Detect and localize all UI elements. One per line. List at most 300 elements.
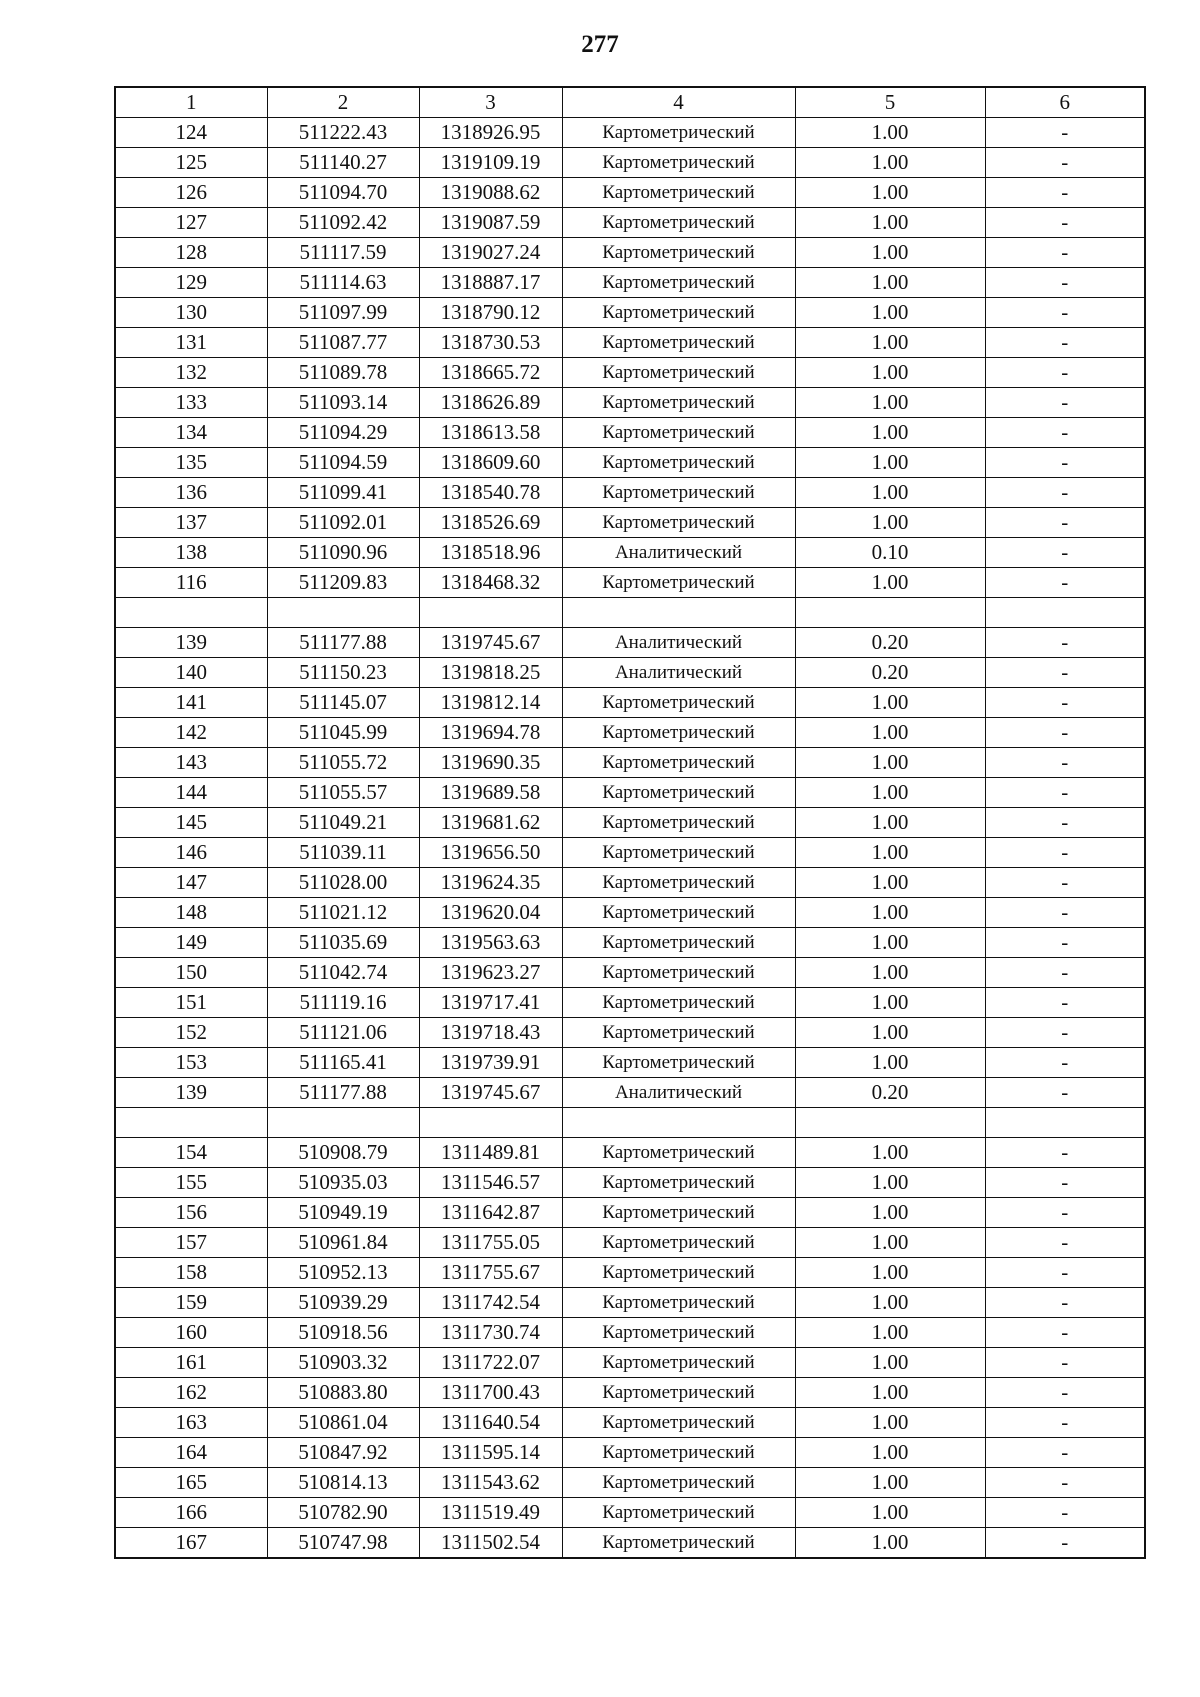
cell-accuracy	[795, 598, 985, 628]
cell-y-coordinate: 1311640.54	[419, 1408, 562, 1438]
cell-x-coordinate: 511097.99	[267, 298, 419, 328]
cell-description: -	[985, 1438, 1145, 1468]
cell-x-coordinate: 511114.63	[267, 268, 419, 298]
cell-description: -	[985, 838, 1145, 868]
cell-method: Картометрический	[562, 778, 795, 808]
cell-description: -	[985, 1048, 1145, 1078]
cell-y-coordinate: 1318926.95	[419, 118, 562, 148]
cell-method: Картометрический	[562, 748, 795, 778]
cell-description: -	[985, 298, 1145, 328]
cell-x-coordinate: 511055.57	[267, 778, 419, 808]
cell-accuracy: 1.00	[795, 118, 985, 148]
cell-accuracy: 1.00	[795, 178, 985, 208]
cell-accuracy: 0.20	[795, 658, 985, 688]
cell-x-coordinate: 510814.13	[267, 1468, 419, 1498]
cell-accuracy: 0.10	[795, 538, 985, 568]
cell-description: -	[985, 898, 1145, 928]
table-row	[115, 598, 1145, 628]
table-row	[115, 868, 1145, 898]
table-row	[115, 1438, 1145, 1468]
table-row	[115, 1168, 1145, 1198]
cell-method: Картометрический	[562, 508, 795, 538]
cell-method: Картометрический	[562, 838, 795, 868]
cell-y-coordinate: 1319624.35	[419, 868, 562, 898]
table-row	[115, 1018, 1145, 1048]
cell-accuracy: 1.00	[795, 778, 985, 808]
cell-description: -	[985, 148, 1145, 178]
cell-x-coordinate: 511055.72	[267, 748, 419, 778]
cell-description: -	[985, 1498, 1145, 1528]
cell-point-number: 158	[115, 1258, 267, 1288]
cell-method: Картометрический	[562, 1198, 795, 1228]
cell-y-coordinate: 1319689.58	[419, 778, 562, 808]
table-row	[115, 688, 1145, 718]
table-row	[115, 268, 1145, 298]
cell-method: Картометрический	[562, 328, 795, 358]
cell-y-coordinate: 1311519.49	[419, 1498, 562, 1528]
cell-point-number: 145	[115, 808, 267, 838]
table-row	[115, 1048, 1145, 1078]
cell-point-number: 137	[115, 508, 267, 538]
cell-y-coordinate: 1311546.57	[419, 1168, 562, 1198]
cell-y-coordinate: 1318609.60	[419, 448, 562, 478]
column-header-method: 4	[562, 87, 795, 118]
cell-y-coordinate: 1319623.27	[419, 958, 562, 988]
cell-x-coordinate: 511090.96	[267, 538, 419, 568]
cell-x-coordinate: 510908.79	[267, 1138, 419, 1168]
cell-accuracy: 1.00	[795, 208, 985, 238]
cell-x-coordinate: 511087.77	[267, 328, 419, 358]
cell-x-coordinate: 511209.83	[267, 568, 419, 598]
cell-accuracy: 1.00	[795, 1408, 985, 1438]
cell-accuracy: 1.00	[795, 1378, 985, 1408]
table-row	[115, 1198, 1145, 1228]
cell-method: Картометрический	[562, 178, 795, 208]
cell-point-number: 156	[115, 1198, 267, 1228]
cell-point-number: 116	[115, 568, 267, 598]
cell-accuracy: 1.00	[795, 958, 985, 988]
cell-description: -	[985, 658, 1145, 688]
cell-accuracy: 1.00	[795, 928, 985, 958]
column-header-accuracy: 5	[795, 87, 985, 118]
cell-y-coordinate: 1319812.14	[419, 688, 562, 718]
cell-point-number: 127	[115, 208, 267, 238]
table-row	[115, 1498, 1145, 1528]
cell-y-coordinate: 1319718.43	[419, 1018, 562, 1048]
cell-accuracy: 1.00	[795, 238, 985, 268]
cell-accuracy: 1.00	[795, 1438, 985, 1468]
table-row	[115, 118, 1145, 148]
table-row	[115, 478, 1145, 508]
table-row	[115, 838, 1145, 868]
cell-description: -	[985, 178, 1145, 208]
cell-description: -	[985, 1258, 1145, 1288]
cell-point-number: 124	[115, 118, 267, 148]
cell-description: -	[985, 208, 1145, 238]
cell-y-coordinate: 1318540.78	[419, 478, 562, 508]
cell-accuracy: 1.00	[795, 388, 985, 418]
cell-method: Картометрический	[562, 1318, 795, 1348]
cell-point-number: 150	[115, 958, 267, 988]
cell-description: -	[985, 808, 1145, 838]
cell-method: Картометрический	[562, 388, 795, 418]
column-header-y-coordinate: 3	[419, 87, 562, 118]
cell-description: -	[985, 628, 1145, 658]
cell-method: Картометрический	[562, 478, 795, 508]
cell-description: -	[985, 268, 1145, 298]
header-row	[115, 87, 1145, 118]
cell-method: Картометрический	[562, 868, 795, 898]
cell-point-number: 136	[115, 478, 267, 508]
table-row	[115, 928, 1145, 958]
cell-y-coordinate: 1318518.96	[419, 538, 562, 568]
cell-point-number: 141	[115, 688, 267, 718]
cell-x-coordinate: 511094.29	[267, 418, 419, 448]
cell-point-number: 148	[115, 898, 267, 928]
cell-x-coordinate: 511042.74	[267, 958, 419, 988]
cell-point-number: 130	[115, 298, 267, 328]
cell-y-coordinate: 1318790.12	[419, 298, 562, 328]
cell-x-coordinate: 511045.99	[267, 718, 419, 748]
cell-x-coordinate: 510918.56	[267, 1318, 419, 1348]
cell-point-number: 164	[115, 1438, 267, 1468]
cell-x-coordinate: 511140.27	[267, 148, 419, 178]
cell-y-coordinate: 1319027.24	[419, 238, 562, 268]
cell-accuracy: 1.00	[795, 508, 985, 538]
cell-description: -	[985, 928, 1145, 958]
cell-description: -	[985, 1228, 1145, 1258]
cell-description: -	[985, 1198, 1145, 1228]
cell-point-number: 155	[115, 1168, 267, 1198]
cell-x-coordinate: 510782.90	[267, 1498, 419, 1528]
cell-method: Картометрический	[562, 808, 795, 838]
cell-x-coordinate: 510939.29	[267, 1288, 419, 1318]
cell-point-number: 129	[115, 268, 267, 298]
cell-description: -	[985, 958, 1145, 988]
cell-y-coordinate: 1318468.32	[419, 568, 562, 598]
table-row	[115, 568, 1145, 598]
cell-description: -	[985, 1408, 1145, 1438]
table-row	[115, 748, 1145, 778]
cell-y-coordinate	[419, 1108, 562, 1138]
cell-point-number: 132	[115, 358, 267, 388]
cell-x-coordinate: 511222.43	[267, 118, 419, 148]
cell-y-coordinate: 1318626.89	[419, 388, 562, 418]
cell-x-coordinate: 511093.14	[267, 388, 419, 418]
table-row	[115, 1468, 1145, 1498]
cell-method: Картометрический	[562, 1048, 795, 1078]
cell-x-coordinate: 510949.19	[267, 1198, 419, 1228]
cell-description: -	[985, 688, 1145, 718]
cell-accuracy: 1.00	[795, 898, 985, 928]
cell-method: Картометрический	[562, 1468, 795, 1498]
cell-point-number: 159	[115, 1288, 267, 1318]
cell-y-coordinate: 1311755.05	[419, 1228, 562, 1258]
cell-point-number: 147	[115, 868, 267, 898]
cell-y-coordinate: 1319745.67	[419, 1078, 562, 1108]
cell-method	[562, 598, 795, 628]
cell-y-coordinate: 1318665.72	[419, 358, 562, 388]
cell-y-coordinate: 1319690.35	[419, 748, 562, 778]
cell-description: -	[985, 1168, 1145, 1198]
cell-method: Аналитический	[562, 538, 795, 568]
table-row	[115, 628, 1145, 658]
cell-description: -	[985, 508, 1145, 538]
cell-accuracy: 1.00	[795, 1168, 985, 1198]
cell-accuracy: 1.00	[795, 568, 985, 598]
cell-description: -	[985, 1318, 1145, 1348]
cell-point-number	[115, 598, 267, 628]
cell-point-number: 165	[115, 1468, 267, 1498]
cell-accuracy: 0.20	[795, 628, 985, 658]
cell-method: Картометрический	[562, 688, 795, 718]
cell-method: Картометрический	[562, 718, 795, 748]
cell-y-coordinate: 1319087.59	[419, 208, 562, 238]
cell-method: Картометрический	[562, 1018, 795, 1048]
cell-accuracy: 1.00	[795, 268, 985, 298]
cell-method: Аналитический	[562, 628, 795, 658]
cell-y-coordinate: 1311642.87	[419, 1198, 562, 1228]
cell-method: Картометрический	[562, 898, 795, 928]
table-row	[115, 448, 1145, 478]
cell-x-coordinate: 510903.32	[267, 1348, 419, 1378]
cell-method: Картометрический	[562, 1168, 795, 1198]
cell-description: -	[985, 1078, 1145, 1108]
cell-y-coordinate: 1319563.63	[419, 928, 562, 958]
cell-point-number: 167	[115, 1528, 267, 1559]
cell-description: -	[985, 238, 1145, 268]
table-row	[115, 178, 1145, 208]
cell-description	[985, 598, 1145, 628]
cell-point-number: 152	[115, 1018, 267, 1048]
cell-method: Картометрический	[562, 208, 795, 238]
cell-y-coordinate: 1318526.69	[419, 508, 562, 538]
cell-accuracy: 1.00	[795, 1138, 985, 1168]
cell-x-coordinate: 511099.41	[267, 478, 419, 508]
cell-description: -	[985, 568, 1145, 598]
cell-x-coordinate: 511049.21	[267, 808, 419, 838]
cell-point-number: 153	[115, 1048, 267, 1078]
cell-y-coordinate: 1319694.78	[419, 718, 562, 748]
cell-point-number: 149	[115, 928, 267, 958]
cell-accuracy: 1.00	[795, 718, 985, 748]
cell-y-coordinate: 1319656.50	[419, 838, 562, 868]
cell-accuracy	[795, 1108, 985, 1138]
cell-point-number	[115, 1108, 267, 1138]
table-header	[115, 87, 1145, 118]
table-row	[115, 208, 1145, 238]
cell-accuracy: 1.00	[795, 1318, 985, 1348]
cell-description: -	[985, 1348, 1145, 1378]
cell-description	[985, 1108, 1145, 1138]
cell-point-number: 166	[115, 1498, 267, 1528]
table-row	[115, 358, 1145, 388]
cell-y-coordinate: 1311489.81	[419, 1138, 562, 1168]
cell-description: -	[985, 868, 1145, 898]
cell-accuracy: 1.00	[795, 298, 985, 328]
cell-method: Картометрический	[562, 148, 795, 178]
table-row	[115, 1078, 1145, 1108]
table-row	[115, 1228, 1145, 1258]
cell-point-number: 133	[115, 388, 267, 418]
table-body	[115, 118, 1145, 1559]
cell-x-coordinate: 511092.01	[267, 508, 419, 538]
cell-description: -	[985, 1378, 1145, 1408]
cell-y-coordinate: 1319717.41	[419, 988, 562, 1018]
cell-y-coordinate: 1311502.54	[419, 1528, 562, 1559]
cell-y-coordinate: 1319739.91	[419, 1048, 562, 1078]
cell-description: -	[985, 718, 1145, 748]
cell-description: -	[985, 1018, 1145, 1048]
cell-description: -	[985, 328, 1145, 358]
cell-accuracy: 1.00	[795, 1228, 985, 1258]
cell-x-coordinate: 510847.92	[267, 1438, 419, 1468]
cell-y-coordinate	[419, 598, 562, 628]
cell-method: Картометрический	[562, 958, 795, 988]
table-row	[115, 418, 1145, 448]
cell-x-coordinate: 511021.12	[267, 898, 419, 928]
cell-accuracy: 1.00	[795, 1198, 985, 1228]
cell-method: Картометрический	[562, 1498, 795, 1528]
cell-y-coordinate: 1311595.14	[419, 1438, 562, 1468]
cell-method: Аналитический	[562, 1078, 795, 1108]
cell-x-coordinate: 510747.98	[267, 1528, 419, 1559]
table-row	[115, 388, 1145, 418]
cell-accuracy: 1.00	[795, 688, 985, 718]
cell-x-coordinate: 511117.59	[267, 238, 419, 268]
cell-accuracy: 1.00	[795, 418, 985, 448]
cell-method: Картометрический	[562, 1528, 795, 1559]
table-row	[115, 958, 1145, 988]
cell-point-number: 143	[115, 748, 267, 778]
cell-accuracy: 1.00	[795, 868, 985, 898]
cell-x-coordinate: 511150.23	[267, 658, 419, 688]
cell-x-coordinate: 510883.80	[267, 1378, 419, 1408]
cell-accuracy: 1.00	[795, 448, 985, 478]
cell-description: -	[985, 418, 1145, 448]
cell-accuracy: 0.20	[795, 1078, 985, 1108]
cell-point-number: 131	[115, 328, 267, 358]
cell-x-coordinate	[267, 1108, 419, 1138]
cell-method: Картометрический	[562, 1378, 795, 1408]
cell-accuracy: 1.00	[795, 808, 985, 838]
cell-point-number: 157	[115, 1228, 267, 1258]
cell-point-number: 162	[115, 1378, 267, 1408]
table-row	[115, 1108, 1145, 1138]
cell-y-coordinate: 1311755.67	[419, 1258, 562, 1288]
table-row	[115, 1408, 1145, 1438]
cell-y-coordinate: 1319620.04	[419, 898, 562, 928]
cell-method: Картометрический	[562, 1438, 795, 1468]
table-row	[115, 1348, 1145, 1378]
coordinates-table	[114, 86, 1146, 1559]
cell-x-coordinate	[267, 598, 419, 628]
cell-point-number: 151	[115, 988, 267, 1018]
table-row	[115, 1258, 1145, 1288]
cell-method	[562, 1108, 795, 1138]
cell-point-number: 144	[115, 778, 267, 808]
cell-accuracy: 1.00	[795, 1018, 985, 1048]
cell-description: -	[985, 478, 1145, 508]
cell-method: Картометрический	[562, 448, 795, 478]
cell-accuracy: 1.00	[795, 1528, 985, 1559]
cell-method: Картометрический	[562, 268, 795, 298]
table-row	[115, 898, 1145, 928]
column-header-x-coordinate: 2	[267, 87, 419, 118]
cell-method: Аналитический	[562, 658, 795, 688]
cell-accuracy: 1.00	[795, 478, 985, 508]
cell-description: -	[985, 748, 1145, 778]
cell-point-number: 134	[115, 418, 267, 448]
cell-method: Картометрический	[562, 238, 795, 268]
table-row	[115, 238, 1145, 268]
cell-x-coordinate: 510861.04	[267, 1408, 419, 1438]
table-row	[115, 778, 1145, 808]
cell-x-coordinate: 510952.13	[267, 1258, 419, 1288]
cell-accuracy: 1.00	[795, 1258, 985, 1288]
cell-point-number: 161	[115, 1348, 267, 1378]
cell-accuracy: 1.00	[795, 328, 985, 358]
cell-x-coordinate: 511039.11	[267, 838, 419, 868]
cell-point-number: 128	[115, 238, 267, 268]
table-row	[115, 508, 1145, 538]
cell-accuracy: 1.00	[795, 358, 985, 388]
cell-description: -	[985, 778, 1145, 808]
cell-accuracy: 1.00	[795, 1348, 985, 1378]
cell-accuracy: 1.00	[795, 1288, 985, 1318]
cell-point-number: 125	[115, 148, 267, 178]
cell-y-coordinate: 1318730.53	[419, 328, 562, 358]
cell-x-coordinate: 511177.88	[267, 628, 419, 658]
cell-point-number: 146	[115, 838, 267, 868]
cell-y-coordinate: 1319109.19	[419, 148, 562, 178]
cell-description: -	[985, 358, 1145, 388]
cell-x-coordinate: 511145.07	[267, 688, 419, 718]
cell-x-coordinate: 511089.78	[267, 358, 419, 388]
cell-point-number: 140	[115, 658, 267, 688]
table-row	[115, 1138, 1145, 1168]
cell-method: Картометрический	[562, 1288, 795, 1318]
cell-accuracy: 1.00	[795, 748, 985, 778]
cell-point-number: 142	[115, 718, 267, 748]
cell-x-coordinate: 511094.70	[267, 178, 419, 208]
cell-point-number: 139	[115, 1078, 267, 1108]
cell-x-coordinate: 511165.41	[267, 1048, 419, 1078]
cell-y-coordinate: 1311722.07	[419, 1348, 562, 1378]
cell-description: -	[985, 448, 1145, 478]
cell-x-coordinate: 511035.69	[267, 928, 419, 958]
cell-method: Картометрический	[562, 418, 795, 448]
cell-y-coordinate: 1311700.43	[419, 1378, 562, 1408]
cell-y-coordinate: 1311543.62	[419, 1468, 562, 1498]
cell-x-coordinate: 511119.16	[267, 988, 419, 1018]
cell-point-number: 138	[115, 538, 267, 568]
cell-x-coordinate: 511121.06	[267, 1018, 419, 1048]
cell-y-coordinate: 1318887.17	[419, 268, 562, 298]
cell-method: Картометрический	[562, 988, 795, 1018]
cell-y-coordinate: 1319818.25	[419, 658, 562, 688]
cell-point-number: 163	[115, 1408, 267, 1438]
table-row	[115, 988, 1145, 1018]
table-row	[115, 1318, 1145, 1348]
column-header-point-number: 1	[115, 87, 267, 118]
cell-x-coordinate: 511092.42	[267, 208, 419, 238]
cell-method: Картометрический	[562, 928, 795, 958]
cell-method: Картометрический	[562, 568, 795, 598]
column-header-description: 6	[985, 87, 1145, 118]
cell-point-number: 154	[115, 1138, 267, 1168]
cell-y-coordinate: 1311742.54	[419, 1288, 562, 1318]
